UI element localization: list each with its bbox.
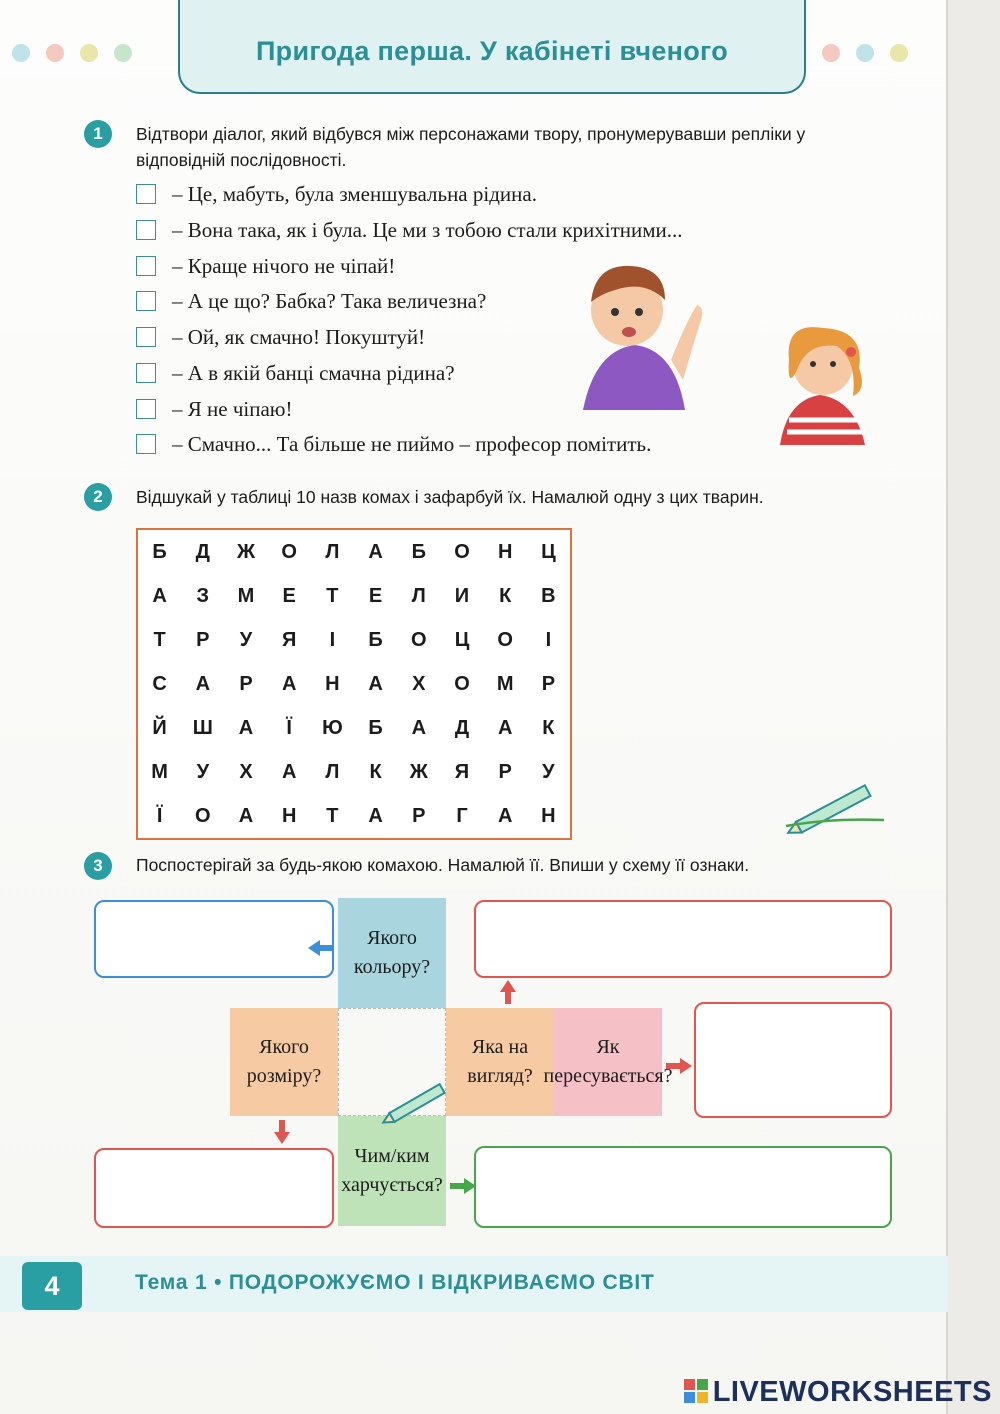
grid-cell[interactable]: М [151,760,168,783]
chapter-header [178,0,806,94]
decor-dots-left [12,44,148,64]
liveworksheets-logo-icon [683,1378,709,1404]
grid-cell[interactable]: І [329,628,336,651]
grid-cell[interactable]: Т [153,628,166,651]
next-page-edge [946,0,1000,1414]
grid-cell[interactable]: Л [325,540,340,563]
grid-cell[interactable]: У [239,628,253,651]
decor-dots-right [822,44,924,64]
grid-cell[interactable]: Е [282,584,296,607]
task1-prompt: Відтвори діалог, який відбувся між персонажами твору, пронумерувавши репліки у відповідній послідовності. [136,124,806,170]
dialog-line: – А це що? Бабка? Така величезна? [136,289,486,314]
size-answer-field[interactable] [94,1148,334,1228]
grid-cell[interactable]: М [496,672,514,695]
grid-cell[interactable]: А [152,584,167,607]
dialog-line: – Вона така, як і була. Це ми з тобою стали крихітними... [136,218,683,243]
grid-cell[interactable]: А [368,540,383,563]
color-answer-field[interactable] [94,900,334,978]
grid-cell[interactable]: А [368,672,383,695]
grid-cell[interactable]: Л [325,760,340,783]
grid-cell[interactable]: О [454,540,470,563]
grid-cell[interactable]: З [196,584,210,607]
task-number-badge: 2 [84,483,112,511]
arrow-down-icon [272,1118,292,1146]
grid-cell[interactable]: О [195,804,211,827]
arrow-right-icon [664,1056,694,1076]
grid-cell[interactable]: Н [541,804,556,827]
grid-cell[interactable]: М [237,584,255,607]
grid-cell[interactable]: Е [368,584,383,607]
grid-cell[interactable]: О [281,540,297,563]
grid-cell[interactable]: Р [541,672,556,695]
grid-cell[interactable]: И [454,584,470,607]
task2-prompt: Відшукай у таблиці 10 назв комах і зафарбуй їх. Намалюй одну з цих тварин. [136,487,764,507]
color-question-box: Якого кольору? [338,898,446,1008]
task-number-badge: 1 [84,120,112,148]
size-question-box: Якого розміру? [230,1008,338,1116]
arrow-up-icon [498,978,518,1006]
task-number-badge: 3 [84,852,112,880]
grid-cell[interactable]: І [545,628,552,651]
grid-cell[interactable]: Т [326,584,339,607]
grid-cell[interactable]: А [497,716,513,739]
grid-cell[interactable]: Б [368,628,383,651]
grid-cell[interactable]: Н [281,804,297,827]
grid-cell[interactable]: А [497,804,513,827]
grid-cell[interactable]: Р [498,760,512,783]
dialog-line: – Ой, як смачно! Покуштуй! [136,325,425,350]
grid-cell[interactable]: А [195,672,211,695]
grid-cell[interactable]: Ї [286,716,292,739]
grid-cell[interactable]: Г [456,804,468,827]
grid-cell[interactable]: Д [195,540,210,563]
grid-cell[interactable]: Ж [409,760,428,783]
food-question-box: Чим/ким харчується? [338,1116,446,1226]
grid-cell[interactable]: Б [411,540,426,563]
grid-cell[interactable]: Л [411,584,426,607]
liveworksheets-watermark: LIVEWORKSHEETS [683,1376,992,1409]
grid-cell[interactable]: Р [196,628,210,651]
order-checkbox[interactable] [136,291,156,311]
grid-cell[interactable]: А [238,716,254,739]
grid-cell[interactable]: Р [412,804,426,827]
grid-cell[interactable]: Б [152,540,167,563]
letter-grid [136,528,572,840]
girl-figure [780,327,865,445]
grid-cell[interactable]: А [281,760,297,783]
move-question-box: Як пересувається? [554,1008,662,1116]
grid-cell[interactable]: Ж [236,540,256,563]
grid-cell[interactable]: А [411,716,427,739]
grid-cell[interactable]: Ц [454,628,470,651]
grid-cell[interactable]: Х [239,760,253,783]
grid-cell[interactable]: Ю [322,716,343,739]
grid-cell[interactable]: С [152,672,167,695]
grid-cell[interactable]: К [369,760,382,783]
grid-cell[interactable]: Ш [192,716,213,739]
chapter-title: Пригода перша. У кабінеті вченого [255,36,729,66]
order-checkbox[interactable] [136,363,156,383]
grid-cell[interactable]: Й [152,716,167,739]
order-checkbox[interactable] [136,220,156,240]
dialog-line: – Це, мабуть, була зменшувальна рідина. [136,182,537,207]
task3-prompt: Поспостерігай за будь-якою комахою. Намалюй її. Впиши у схему її ознаки. [136,855,750,875]
grid-cell[interactable]: Х [412,672,426,695]
order-checkbox[interactable] [136,434,156,454]
grid-cell[interactable]: Б [368,716,383,739]
footer-topic: Тема 1 • ПОДОРОЖУЄМО І ВІДКРИВАЄМО СВІТ [135,1271,655,1294]
page-number: 4 [22,1262,82,1310]
grid-cell[interactable]: Р [239,672,253,695]
grid-cell[interactable]: У [196,760,210,783]
grid-cell[interactable]: Н [497,540,513,563]
pencil-icon [378,1082,456,1124]
arrow-left-icon [306,938,336,958]
grid-cell[interactable]: У [542,760,555,783]
grid-cell[interactable]: Ц [541,540,556,563]
order-checkbox[interactable] [136,256,156,276]
grid-cell[interactable]: Я [282,628,297,651]
grid-cell[interactable]: О [411,628,427,651]
grid-cell[interactable]: А [238,804,254,827]
dialog-line: – Смачно... Та більше не пиймо – професор помітить. [136,432,651,457]
grid-cell[interactable]: О [454,672,470,695]
pencil-icon [780,778,890,838]
look-answer-field[interactable] [474,900,892,978]
grid-cell[interactable]: К [542,716,555,739]
grid-cell[interactable]: Д [454,716,470,739]
food-answer-field[interactable] [474,1146,892,1228]
characters-illustration [575,250,875,450]
order-checkbox[interactable] [136,399,156,419]
move-answer-field[interactable] [694,1002,892,1118]
dialog-line: – А в якій банці смачна рідина? [136,361,455,386]
order-checkbox[interactable] [136,327,156,347]
grid-cell[interactable]: Ї [156,804,163,827]
grid-cell[interactable]: А [368,804,383,827]
grid-cell[interactable]: К [499,584,512,607]
grid-cell[interactable]: В [541,584,556,607]
grid-cell[interactable]: Я [454,760,470,783]
grid-cell[interactable]: А [281,672,297,695]
grid-cell[interactable]: Т [326,804,339,827]
dialog-line: – Я не чіпаю! [136,397,292,422]
look-question-box: Яка на вигляд? [446,1008,554,1116]
boy-figure [583,266,702,410]
grid-cell[interactable]: Н [325,672,340,695]
grid-cell[interactable]: О [497,628,513,651]
order-checkbox[interactable] [136,184,156,204]
arrow-right-icon [448,1176,478,1196]
dialog-line: – Краще нічого не чіпай! [136,254,395,279]
